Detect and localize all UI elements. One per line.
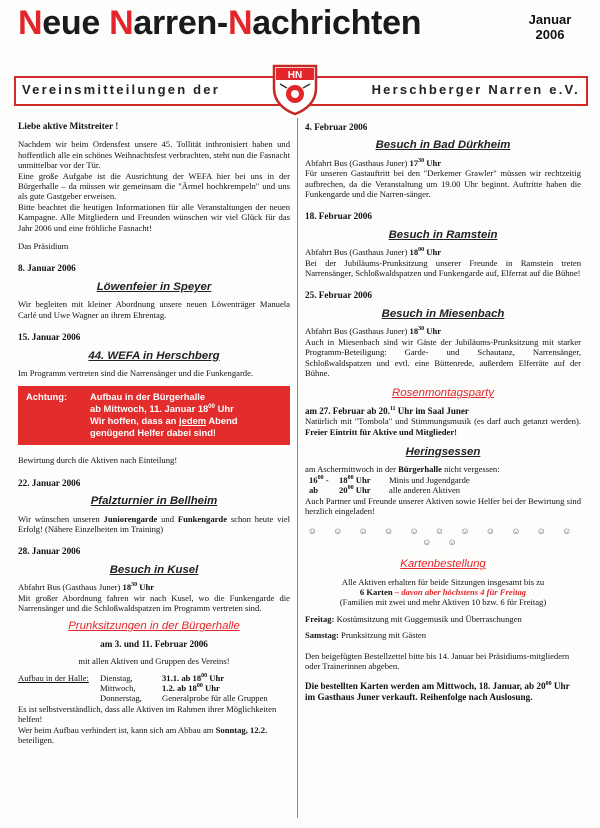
sale-info: Die bestellten Karten werden am Mittwoch, 18. Januar, ab $20^{00}$ Uhr im Gasthaus Juner verkauft. Reihenfolge nach Auslosung. bbox=[305, 681, 570, 703]
event-text: Auch in Miesenbach sind wir Gäste der Jubiläums-Prunksitzung mit starker Programm-Beteiligung: Garde- und Schautanz, Narrensänger, Schloßwaldspatzen und evtl. eine Büttenrede, außerdem Elferräte auf der Bühne. bbox=[305, 336, 581, 378]
schedule-group: alle anderen Aktiven bbox=[389, 485, 461, 496]
schedule-day: Mittwoch, bbox=[100, 683, 136, 693]
alert-line: genügend Helfer dabei sind! bbox=[90, 427, 217, 439]
event-title: Löwenfeier in Speyer bbox=[96, 280, 212, 293]
event-text: Bewirtung durch die Aktiven nach Einteilung! bbox=[18, 455, 178, 466]
schedule-to: $18^{00}$ Uhr bbox=[339, 474, 371, 485]
issue-date bbox=[520, 12, 580, 42]
ticket-limit: 6 Karten – davon aber höchstens 4 für Freitag bbox=[359, 587, 527, 597]
schedule-note: Generalprobe für alle Gruppen bbox=[162, 693, 268, 704]
issue-month: Januar bbox=[528, 12, 572, 27]
banner-left-text: Vereinsmitteilungen der bbox=[22, 82, 220, 97]
intro-paragraph: Eine große Aufgabe ist die Ausrichtung der WEFA hier bei uns in der Bürgerhalle – da müssen wir gemeinsam die "Ärmel hochkrempeln" und uns als gute Gastgeber erweisen. bbox=[18, 170, 290, 202]
party-time: am 27. Februar ab 20.11 Uhr im Saal Juner bbox=[305, 405, 469, 416]
event-text: Mit großer Abordnung fahren wir nach Kusel, wo die Funkengarde die Narrensänger und die Schloßwaldspatzen im Programm vertreten sind. bbox=[18, 592, 290, 613]
prunk-dates: am 3. und 11. Februar 2006 bbox=[100, 638, 208, 649]
bus-departure: Abfahrt Bus (Gasthaus Juner) $18^{00}$ Uhr bbox=[305, 247, 442, 258]
svg-text:HN: HN bbox=[287, 70, 303, 81]
date-heading: 8. Januar 2006 bbox=[18, 263, 76, 274]
event-title: Besuch in Ramstein bbox=[388, 228, 498, 241]
event-title: Besuch in Miesenbach bbox=[381, 307, 505, 320]
schedule-time: 31.1. ab $18^{00}$ Uhr bbox=[162, 672, 225, 683]
club-crest-icon bbox=[268, 62, 322, 116]
schedule-to: $20^{00}$ Uhr bbox=[339, 485, 371, 496]
date-heading: 25. Februar 2006 bbox=[305, 290, 372, 301]
event-text: Wir begleiten mit kleiner Abordnung unsere neuen Löwenträger Manuela Carlé und Uwe Wagner an ihrem Ehrentag. bbox=[18, 299, 290, 320]
setup-label: Aufbau in der Halle: bbox=[18, 672, 89, 683]
hering-schedule bbox=[305, 475, 581, 496]
hering-intro: am Aschermittwoch in der Bürgerhalle nicht vergessen: bbox=[305, 464, 500, 475]
event-text: Wir wünschen unseren Juniorengarde und Funkengarde schon heute viel Erfolg! (Nähere Einzelheiten im Training) bbox=[18, 513, 290, 534]
date-heading: 15. Januar 2006 bbox=[18, 332, 81, 343]
alert-line: Wir hoffen, dass an jedem Abend bbox=[90, 415, 238, 427]
order-instructions: Den beigefügten Bestellzettel bitte bis 14. Januar bei Präsidiums-mitgliedern oder Trainerinnen abgeben. bbox=[305, 650, 570, 672]
date-heading: 18. Februar 2006 bbox=[305, 211, 372, 222]
schedule-from: $16^{00}$ - bbox=[309, 474, 329, 485]
event-text: Es ist selbstverständlich, dass alle Aktiven im Rahmen ihrer Möglichkeiten helfen! bbox=[18, 703, 277, 725]
event-title: 44. WEFA in Herschberg bbox=[88, 349, 220, 362]
event-text: Auch Partner und Freunde unserer Aktiven sowie Helfer bei der Bewirtung sind herzlich eingeladen! bbox=[305, 495, 581, 516]
left-column bbox=[18, 122, 290, 751]
date-heading: 28. Januar 2006 bbox=[18, 546, 81, 557]
event-title: Prunksitzungen in der Bürgerhalle bbox=[68, 620, 240, 633]
event-text: Im Programm vertreten sind die Narrensänger und die Funkengarde. bbox=[18, 367, 254, 378]
ticket-family: (Familien mit zwei und mehr Aktiven 10 bzw. 6 für Freitag) bbox=[339, 597, 547, 608]
intro-paragraph: Bitte beachtet die heutigen Informationen für alle Veranstaltungen der neuen Kampagne. Alle Mitgliedern und Freunden wünschen wir viel Glück für das Jahr 2006 und eine fröhliche Fasnacht! bbox=[18, 201, 290, 233]
event-title: Besuch in Kusel bbox=[109, 563, 199, 576]
bus-departure: Abfahrt Bus (Gasthaus Juner) $18^{30}$ Uhr bbox=[305, 326, 442, 337]
event-title: Pfalzturnier in Bellheim bbox=[90, 495, 218, 508]
bus-departure: Abfahrt Bus (Gasthaus Juner) $17^{30}$ Uhr bbox=[305, 157, 442, 168]
schedule-group: Minis und Jugendgarde bbox=[389, 474, 470, 485]
schedule-day: Dienstag, bbox=[100, 672, 133, 683]
saturday-info: Samstag: Prunksitzung mit Gästen bbox=[305, 630, 427, 641]
alert-line: Aufbau in der Bürgerhalle bbox=[90, 391, 206, 403]
schedule-from: ab bbox=[309, 485, 319, 496]
event-text: Wer beim Aufbau verhindert ist, kann sich am Abbau am Sonntag, 12.2. beteiligen. bbox=[18, 724, 268, 746]
event-text: Für unseren Gastauftritt bei den "Derkemer Grawler" müssen wir rechtzeitig aufbrechen, da die Veranstaltung um 19.00 Uhr beginnt. Auftritte haben die Funkengarde und die Narren-sänger. bbox=[305, 168, 581, 200]
newsletter-title: Neue Narren-Nachrichten bbox=[18, 4, 422, 42]
alert-label: Achtung: bbox=[26, 391, 68, 403]
greeting: Liebe aktive Mitstreiter ! bbox=[18, 122, 119, 132]
issue-year: 2006 bbox=[535, 27, 565, 42]
event-title: Heringsessen bbox=[405, 445, 481, 458]
ticket-info: Alle Aktiven erhalten für beide Sitzungen insgesamt bis zu bbox=[341, 576, 545, 587]
smiley-separator: ☺ ☺ ☺ ☺ ☺ ☺ ☺ ☺ ☺ ☺ ☺ ☺ ☺ bbox=[307, 526, 579, 547]
prunk-subtitle: mit allen Aktiven und Gruppen des Vereins! bbox=[78, 656, 230, 667]
event-title: Rosenmontagsparty bbox=[392, 387, 494, 400]
bus-departure: Abfahrt Bus (Gasthaus Juner) $18^{30}$ Uhr bbox=[18, 582, 155, 593]
schedule-day: Donnerstag, bbox=[100, 693, 142, 704]
alert-box bbox=[18, 386, 290, 445]
intro-paragraph: Nachdem wir beim Ordensfest unsere 45. Tollität inthronisiert haben und hoffentlich alle ein schönes Weihnachtsfest verbrachten, steht nun die Fasnacht unmittelbar vor der Tür. bbox=[18, 139, 290, 171]
column-divider bbox=[297, 118, 298, 818]
setup-schedule bbox=[18, 673, 290, 704]
banner-right-text: Herschberger Narren e.V. bbox=[371, 82, 580, 97]
alert-line: ab Mittwoch, 11. Januar $18^{00}$ Uhr bbox=[90, 403, 234, 415]
date-heading: 4. Februar 2006 bbox=[305, 122, 368, 132]
event-text: Bei der Jubiläums-Prunksitzung unserer Freunde in Ramstein treten Narrensänger, Schloßwaldspatzen und Funkengarde auf, Elferrat auf die Bühne! bbox=[305, 257, 581, 279]
friday-info: Freitag: Kostümsitzung mit Guggemusik und Überraschungen bbox=[305, 613, 522, 624]
signature: Das Präsidium bbox=[18, 241, 69, 252]
event-text: Natürlich mit "Tombola" und Stimmungsmusik (es darf auch getanzt werden). Freier Eintritt für Aktive und Mitglieder! bbox=[305, 416, 581, 437]
event-title: Besuch in Bad Dürkheim bbox=[375, 139, 511, 152]
schedule-time: 1.2. ab $18^{00}$ Uhr bbox=[162, 683, 220, 693]
right-column bbox=[305, 122, 581, 709]
date-heading: 22. Januar 2006 bbox=[18, 477, 81, 488]
event-title: Kartenbestellung bbox=[400, 558, 486, 571]
